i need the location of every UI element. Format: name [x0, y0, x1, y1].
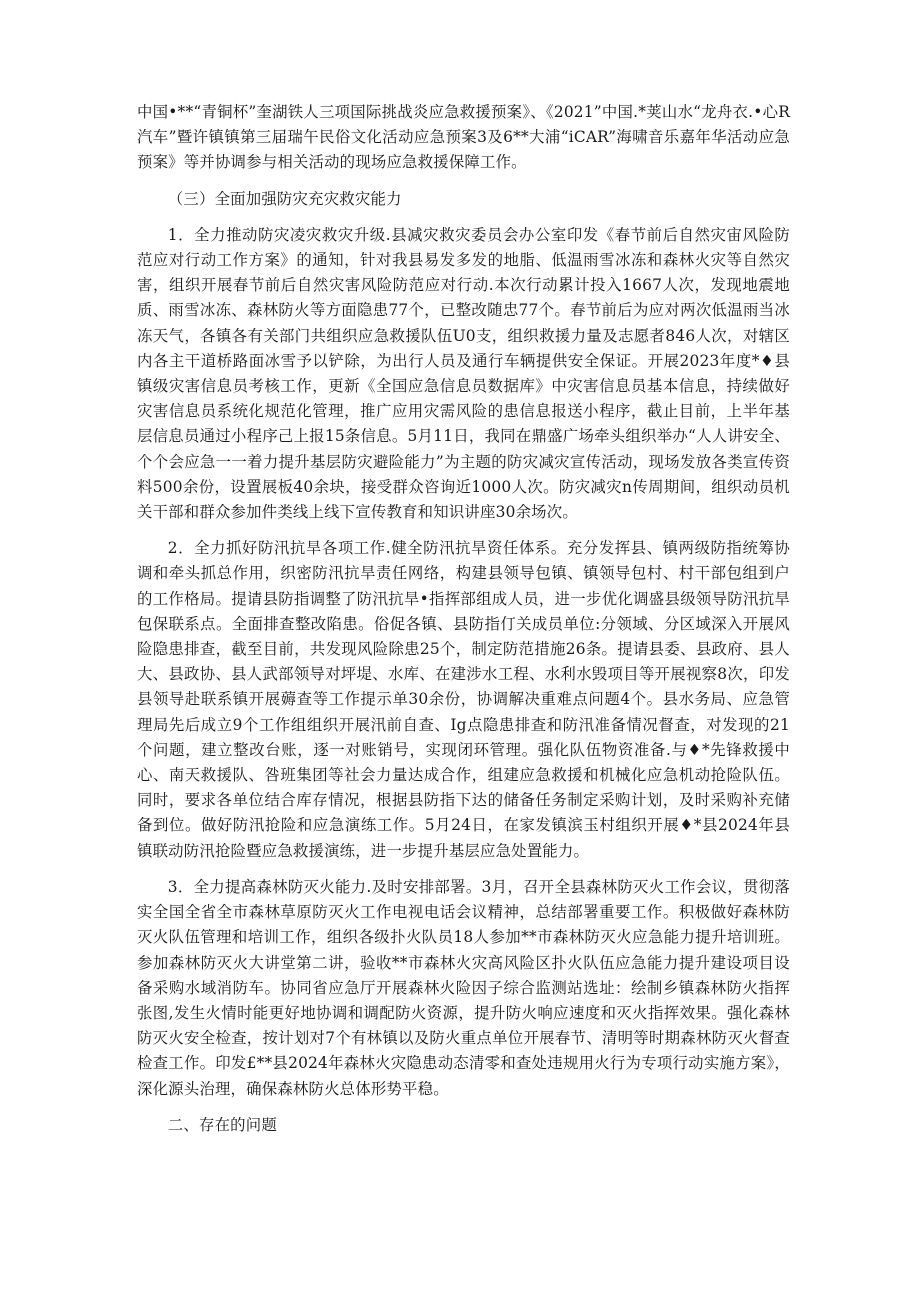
document-body	[137, 100, 790, 1138]
section-heading: 二、存在的问题	[167, 1115, 277, 1134]
continued-paragraph: 中国•**“青铜杯”奎湖铁人三项国际挑战炎应急救援预案》、《2021”中国.*荚山水“龙舟衣.•心R汽车”暨许镇镇第三届瑞午民俗文化活动应急预案3及6**大浦“iCAR”海啸音乐嘉年华活动应急预案》等并协调参与相关活动的现场应急救援保障工作。	[137, 103, 790, 172]
paragraph-forest-fire: 3．全力提高森林防灭火能力.及时安排部署。3月，召开全县森林防灭火工作会议，贯彻落实全国全省全市森林草原防灭火工作电视电话会议精神，总结部署重要工作。积极做好森林防灭火队伍管理和培训工作，组织各级扑火队员18人参加**市森林防灭火应急能力提升培训班。参加森林防灭火大讲堂第二讲，验收**市森林火灾高风险区扑火队伍应急能力提升建设项目设备采购水域消防车。协同省应急厅开展森林火险因子综合监测站选址：绘制乡镇森林防火指挥张图,发生火情时能更好地协调和调配防火资源，提升防火响应速度和灭火指挥效果。强化森林防灭火安全检查，按计划对7个有林镇以及防火重点单位开展春节、清明等时期森林防灭火督查检查工作。印发£**县2024年森林火灾隐患动态清零和查处违规用火行为专项行动实施方案》，深化源头治理，确保森林防火总体形势平稳。	[137, 877, 790, 1098]
subsection-heading: （三）全面加强防灾充灾救灾能力	[167, 189, 402, 208]
paragraph-flood-control: 2．全力抓好防汛抗旱各项工作.健全防汛抗旱资任体系。充分发挥县、镇两级防指统筹协调和牵头抓总作用，织密防汛抗旱责任网络，构建县领导包镇、镇领导包村、村干部包组到户的工作格局。提请县防指调整了防汛抗旱•指挥部组成人员，进一步优化调盛县级领导防汛抗旱包保联系点。全面排查整改陷患。俗促各镇、县防指仃关成员单位:分领域、分区域深入开展风险隐患排查，截至目前，共发现风险除患25个，制定防范措施26条。提请县委、县政府、县人大、县政协、县人武部领导对坪堤、水库、在建涉水工程、水利水毁项目等开展视察8次，印发县领导赴联系镇开展薅查等工作提示单30余份，协调解决重难点问题4个。县水务局、应急管理局先后成立9个工作组组织开展汛前自查、Ig点隐患排查和防汛准备情况督查，对发现的21个问题，建立整改台账，逐一对账销号，实现闭环管理。强化队伍物资准备.与♦*先锋救援中心、南天救援队、咎班集团等社会力量达成合作，组建应急救援和机械化应急机动抢险队伍。同时，要求各单位结合库存情况，根据县防指下达的储备任务制定采购计划，及时采购补充储备到位。做好防汛抢险和应急演练工作。5月24日，在家发镇滨玉村组织开展♦*县2024年县镇联动防汛抢险暨应急救援演练，进一步提升基层应急处置能力。	[137, 539, 790, 860]
paragraph-disaster-prevention: 1．全力推动防灾凌灾救灾升级.县减灾救灾委员会办公室印发《春节前后自然灾宙风险防范应对行动工作方案》的通知，针对我县易发多发的地脂、低温雨雪冰冻和森林火灾等自然灾害，组织开展春节前后自然灾害风险防范应对行动.本次行动累计投入1667人次，发现地震地质、雨雪冰冻、森林防火等方面隐患77个，已整改随忠77个。春节前后为应对两次低温雨当冰冻天气，各镇各有关部门共组织应急救援队伍U0支，组织救援力量及志愿者846人次，对辖区内各主干道桥路面冰雪予以铲除，为出行人员及通行车辆提供安全保证。开展2023年度*♦县镇级灾害信息员考核工作，更新《全国应急信息员数据库》中灾害信息员基本信息，持续做好灾害信息员系统化规范化管理，推广应用灾需风险的患信息报送小程序，截止目前，上半年基层信息员通过小程序己上报15条信息。5月11日，我同在鼎盛广场牵头组织举办“人人讲安全、个个会应急一一着力提升基层防灾避险能力”为主题的防灾减灾宣传活动，现场发放各类宣传资料500余份，设置展板40余块，接受群众咨询近1000人次。防灾减灾n传周期间，组织动员机关干部和群众参加件类线上线下宣传教育和知识讲座30余场次。	[137, 225, 790, 522]
